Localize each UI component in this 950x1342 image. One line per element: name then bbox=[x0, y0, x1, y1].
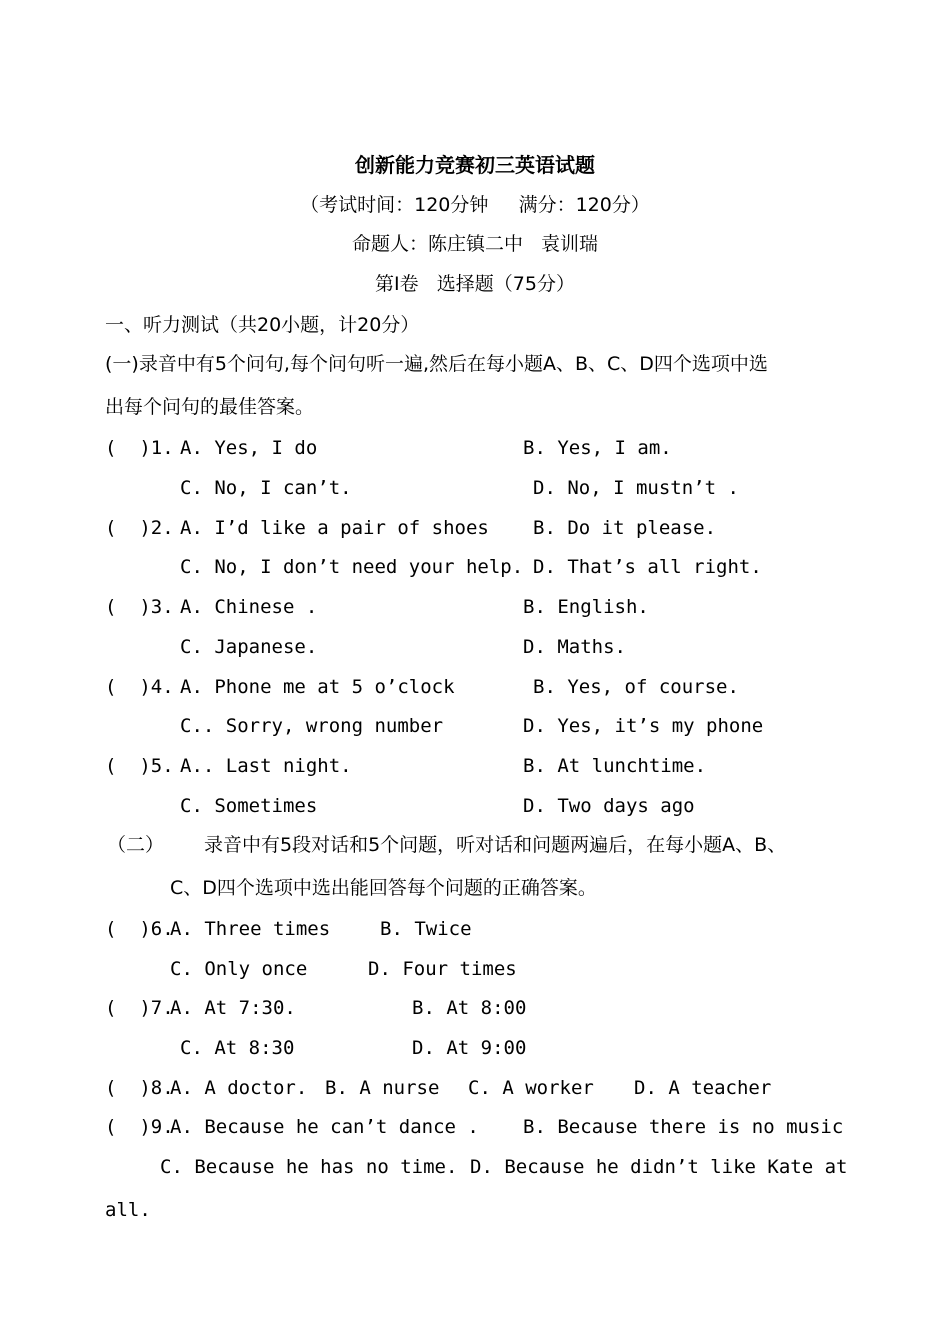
q4-option-b: B. Yes, of course. bbox=[533, 676, 739, 698]
q9-option-a: A. Because he can’t dance . bbox=[170, 1116, 479, 1138]
q3-option-d: D. Maths. bbox=[523, 636, 626, 658]
q5-option-d: D. Two days ago bbox=[523, 795, 695, 817]
q1-option-c: C. No, I can’t. bbox=[180, 477, 352, 499]
q7-option-c: C. At 8:30 bbox=[180, 1037, 295, 1059]
q5-number: ( )5. bbox=[105, 755, 174, 777]
q3-option-a: A. Chinese . bbox=[180, 596, 318, 618]
q2-option-a: A. I’d like a pair of shoes bbox=[180, 517, 489, 539]
q8-option-d: D. A teacher bbox=[634, 1077, 772, 1099]
q9-option-c: C. Because he has no time. bbox=[160, 1156, 458, 1178]
sub1-instruction-line2: 出每个问句的最佳答案。 bbox=[105, 396, 315, 418]
exam-author: 命题人：陈庄镇二中 袁训瑞 bbox=[351, 233, 599, 255]
q7-option-a: A. At 7:30. bbox=[170, 997, 296, 1019]
section-heading: 一、听力测试（共20小题，计20分） bbox=[105, 314, 420, 336]
q1-option-d: D. No, I mustn’t . bbox=[533, 477, 739, 499]
exam-info: （考试时间：120分钟 满分：120分） bbox=[300, 194, 650, 216]
q3-option-b: B. English. bbox=[523, 596, 649, 618]
sub2-label: （二） bbox=[107, 834, 165, 856]
q9-number: ( )9. bbox=[105, 1116, 174, 1138]
q8-number: ( )8. bbox=[105, 1077, 174, 1099]
q6-option-b: B. Twice bbox=[380, 918, 472, 940]
q8-option-a: A. A doctor. bbox=[170, 1077, 308, 1099]
q4-number: ( )4. bbox=[105, 676, 174, 698]
q6-option-d: D. Four times bbox=[368, 958, 517, 980]
exam-title: 创新能力竞赛初三英语试题 bbox=[355, 153, 595, 177]
sub1-instruction-line1: (一)录音中有5个问句,每个问句听一遍,然后在每小题A、B、C、D四个选项中选 bbox=[105, 353, 768, 375]
q2-option-c: C. No, I don’t need your help. bbox=[180, 556, 524, 578]
q9-option-d: D. Because he didn’t like Kate at bbox=[470, 1156, 848, 1178]
q9-option-b: B. Because there is no music bbox=[523, 1116, 844, 1138]
q2-number: ( )2. bbox=[105, 517, 174, 539]
q6-option-a: A. Three times bbox=[170, 918, 331, 940]
sub2-instruction-line1: 录音中有5段对话和5个问题，听对话和问题两遍后，在每小题A、B、 bbox=[204, 834, 787, 856]
q1-option-b: B. Yes, I am. bbox=[523, 437, 672, 459]
q1-number: ( )1. bbox=[105, 437, 174, 459]
q2-option-d: D. That’s all right. bbox=[533, 556, 762, 578]
q3-number: ( )3. bbox=[105, 596, 174, 618]
q7-number: ( )7. bbox=[105, 997, 174, 1019]
q9-option-d-continuation: all. bbox=[105, 1199, 151, 1221]
q4-option-c: C.. Sorry, wrong number bbox=[180, 715, 444, 737]
q8-option-c: C. A worker bbox=[468, 1077, 594, 1099]
sub2-instruction-line2: C、D四个选项中选出能回答每个问题的正确答案。 bbox=[170, 877, 597, 899]
q6-number: ( )6. bbox=[105, 918, 174, 940]
part-heading: 第Ⅰ卷 选择题（75分） bbox=[375, 273, 575, 295]
q5-option-b: B. At lunchtime. bbox=[523, 755, 707, 777]
q3-option-c: C. Japanese. bbox=[180, 636, 318, 658]
q8-option-b: B. A nurse bbox=[325, 1077, 440, 1099]
q7-option-b: B. At 8:00 bbox=[412, 997, 527, 1019]
q2-option-b: B. Do it please. bbox=[533, 517, 717, 539]
q7-option-d: D. At 9:00 bbox=[412, 1037, 527, 1059]
q5-option-c: C. Sometimes bbox=[180, 795, 318, 817]
q1-option-a: A. Yes, I do bbox=[180, 437, 318, 459]
q5-option-a: A.. Last night. bbox=[180, 755, 352, 777]
q4-option-d: D. Yes, it’s my phone bbox=[523, 715, 764, 737]
q4-option-a: A. Phone me at 5 o’clock bbox=[180, 676, 455, 698]
q6-option-c: C. Only once bbox=[170, 958, 308, 980]
